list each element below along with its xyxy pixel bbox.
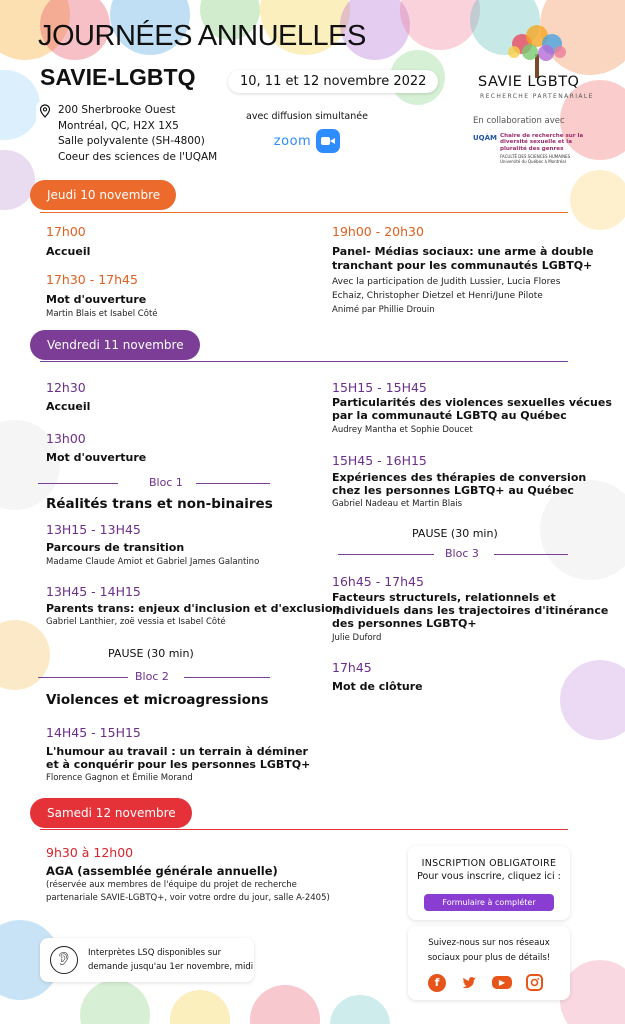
event-note: partenariale SAVIE-LGBTQ+, voir votre ordre du jour, salle A-2405)	[46, 893, 330, 903]
event-speakers: Gabriel Nadeau et Martin Blais	[332, 499, 463, 509]
event-time: 19h00 - 20h30	[332, 224, 424, 239]
event-moderator: Animé par Phillie Drouin	[332, 305, 435, 315]
bloc-divider	[494, 554, 568, 555]
event-subtitle: SAVIE-LGBTQ	[40, 64, 196, 90]
event-speakers: Martin Blais et Isabel Côté	[46, 309, 158, 319]
address-line: Salle polyvalente (SH-4800)	[58, 135, 205, 147]
lsq-line: demande jusqu'au 1er novembre, midi	[88, 961, 254, 972]
bloc-title: Violences et microagressions	[46, 692, 269, 708]
zoom-camera-icon	[316, 129, 340, 153]
social-card	[408, 926, 570, 1000]
uqam-logo: UQÀM	[473, 134, 498, 142]
follow-line: sociaux pour plus de détails!	[427, 953, 551, 963]
event-title: Mot de clôture	[332, 680, 423, 693]
event-time: 17h00	[46, 224, 86, 239]
twitter-icon[interactable]	[460, 974, 478, 992]
event-speakers: Audrey Mantha et Sophie Doucet	[332, 425, 473, 435]
event-time: 9h30 à 12h00	[46, 845, 134, 860]
event-title: L'humour au travail : un terrain à déminer	[46, 745, 308, 758]
day-label-friday: Vendredi 11 novembre	[30, 330, 200, 360]
bloc-divider	[338, 554, 434, 555]
location-pin-icon	[38, 104, 52, 118]
event-title: Parents trans: enjeux d'inclusion et d'exclusion	[46, 602, 341, 615]
bloc-label: Bloc 1	[149, 476, 183, 489]
event-time: 14H45 - 15H15	[46, 725, 141, 740]
follow-text	[408, 936, 570, 966]
savie-logo-text: SAVIE LGBTQ	[478, 74, 580, 90]
collab-label: En collaboration avec	[473, 116, 565, 126]
instagram-icon[interactable]	[526, 974, 543, 991]
event-time: 16h45 - 17h45	[332, 574, 424, 589]
bloc-label: Bloc 2	[135, 670, 169, 683]
zoom-broadcast-box	[240, 101, 374, 163]
event-title: Particularités des violences sexuelles vécues	[332, 396, 612, 409]
address-box	[36, 100, 236, 162]
lsq-text	[88, 947, 253, 974]
broadcast-label: avec diffusion simultanée	[246, 111, 368, 122]
event-title: Accueil	[46, 245, 91, 258]
bloc-divider	[184, 677, 270, 678]
day-divider	[40, 212, 568, 213]
event-title: des personnes LGBTQ+	[332, 617, 477, 630]
event-time: 13H15 - 13H45	[46, 522, 141, 537]
pause-label: PAUSE (30 min)	[108, 647, 194, 660]
bloc-divider	[38, 677, 128, 678]
event-speakers: Gabriel Lanthier, zoë vessia et Isabel Côté	[46, 617, 226, 627]
event-title: Accueil	[46, 400, 91, 413]
inscription-card	[408, 846, 570, 920]
event-title: AGA (assemblée générale annuelle)	[46, 864, 278, 878]
event-speakers: Avec la participation de Judith Lussier, Lucia Flores	[332, 277, 561, 287]
ear-icon: 👂︎	[50, 946, 78, 974]
address-line: Coeur des sciences de l'UQAM	[58, 150, 218, 163]
address-line: 200 Sherbrooke Ouest	[58, 104, 176, 116]
day-divider	[40, 829, 568, 830]
event-title: chez les personnes LGBTQ+ au Québec	[332, 484, 574, 497]
bloc-label: Bloc 3	[445, 547, 479, 560]
event-title: Facteurs structurels, relationnels et	[332, 591, 556, 604]
event-speakers: Florence Gagnon et Émilie Morand	[46, 773, 193, 783]
bloc-divider	[38, 483, 118, 484]
day-divider	[40, 361, 568, 362]
lsq-line: Interprètes LSQ disponibles sur	[88, 948, 222, 958]
event-speakers: Madame Claude Amiot et Gabriel James Galantino	[46, 557, 260, 567]
pause-label: PAUSE (30 min)	[412, 527, 498, 540]
address-line: Montréal, QC, H2X 1X5	[58, 119, 179, 132]
event-title: Panel- Médias sociaux: une arme à double	[332, 245, 594, 258]
savie-logo-subtitle: RECHERCHE PARTENARIALE	[480, 93, 594, 100]
event-title: JOURNÉES ANNUELLES	[38, 20, 366, 52]
event-title: Mot d'ouverture	[46, 451, 147, 464]
event-time: 13H45 - 14H15	[46, 584, 141, 599]
follow-line: Suivez-nous sur nos réseaux	[428, 938, 550, 948]
savie-tree-logo-icon	[492, 22, 582, 80]
day-label-thursday: Jeudi 10 novembre	[30, 180, 176, 210]
zoom-logo[interactable]	[240, 129, 374, 153]
event-time: 17h45	[332, 660, 372, 675]
event-title: Parcours de transition	[46, 541, 185, 554]
event-title: Expériences des thérapies de conversion	[332, 471, 587, 484]
event-title: par la communauté LGBTQ au Québec	[332, 409, 567, 422]
day-label-saturday: Samedi 12 novembre	[30, 798, 192, 828]
chaire-logo-text: Chaire de recherche sur la diversité sexuelle et la pluralité des genres	[500, 133, 584, 152]
lsq-notice	[40, 938, 254, 982]
inscription-title: INSCRIPTION OBLIGATOIRE	[421, 858, 557, 869]
event-title: et à conquérir pour les personnes LGBTQ+	[46, 758, 311, 771]
event-time: 13h00	[46, 431, 86, 446]
bloc-divider	[196, 483, 270, 484]
event-time: 15H45 - 16H15	[332, 453, 427, 468]
zoom-wordmark: zoom	[273, 133, 312, 149]
inscription-subtitle: Pour vous inscrire, cliquez ici :	[417, 871, 561, 882]
registration-form-button[interactable]: Formulaire à compléter	[424, 894, 554, 911]
event-note: (réservée aux membres de l'équipe du projet de recherche	[46, 880, 297, 890]
facebook-icon[interactable]: f	[428, 974, 446, 992]
event-time: 12h30	[46, 380, 86, 395]
event-time: 15H15 - 15H45	[332, 380, 427, 395]
youtube-icon[interactable]: ▶	[492, 976, 512, 989]
event-title: tranchant pour les communautés LGBTQ+	[332, 259, 593, 272]
event-speakers: Echaiz, Christopher Dietzel et Henri/June Pilote	[332, 291, 543, 301]
event-title: Mot d'ouverture	[46, 293, 147, 306]
chaire-faculty: FACULTÉ DES SCIENCES HUMAINES Université du Québec à Montréal	[500, 154, 571, 164]
event-speakers: Julie Duford	[332, 633, 382, 643]
bloc-title: Réalités trans et non-binaires	[46, 496, 273, 512]
event-time: 17h30 - 17h45	[46, 272, 138, 287]
event-dates: 10, 11 et 12 novembre 2022	[228, 70, 438, 93]
event-title: individuels dans les trajectoires d'itinérance	[332, 604, 609, 617]
address-lines	[58, 103, 217, 165]
